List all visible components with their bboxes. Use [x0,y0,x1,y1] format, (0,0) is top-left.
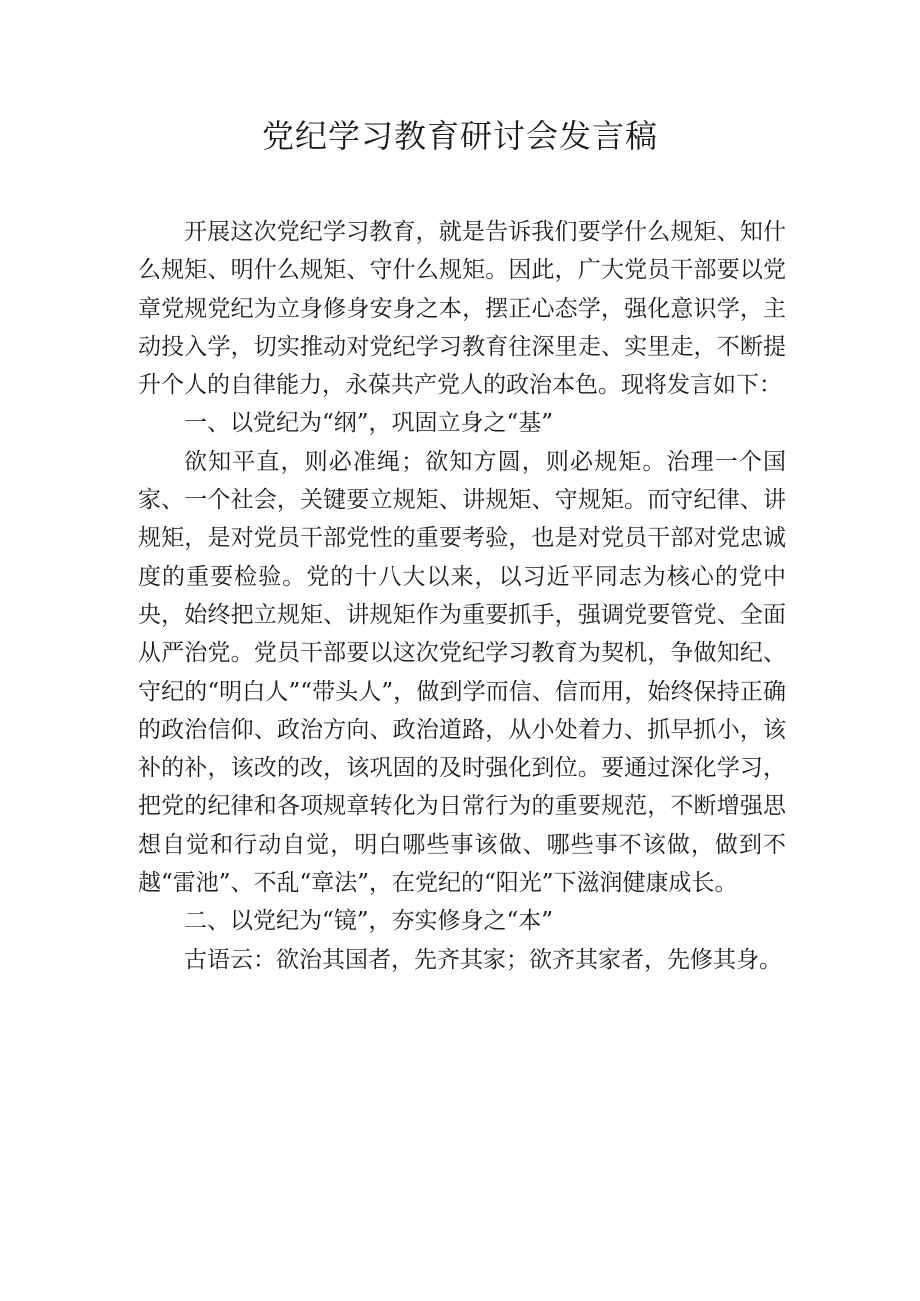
intro-paragraph: 开展这次党纪学习教育，就是告诉我们要学什么规矩、知什么规矩、明什么规矩、守什么规矩。因此，广大党员干部要以党章党规党纪为立身修身安身之本，摆正心态学，强化意识学，主动投入学，切实推动对党纪学习教育往深里走、实里走，不断提升个人的自律能力，永葆共产党人的政治本色。现将发言如下： [138,219,786,399]
document-body [138,213,786,979]
section-2-heading: 二、以党纪为“镜”，夯实修身之“本” [184,908,554,935]
section-1-heading: 一、以党纪为“纲”，巩固立身之“基” [184,410,554,437]
section-2-paragraph: 古语云：欲治其国者，先齐其家；欲齐其家者，先修其身。 [184,946,782,973]
document-title: 党纪学习教育研讨会发言稿 [261,117,658,155]
section-1-paragraph: 欲知平直，则必准绳；欲知方圆，则必规矩。治理一个国家、一个社会，关键要立规矩、讲规矩、守规矩。而守纪律、讲规矩，是对党员干部党性的重要考验，也是对党员干部对党忠诚度的重要检验。党的十八大以来，以习近平同志为核心的党中央，始终把立规矩、讲规矩作为重要抓手，强调党要管党、全面从严治党。党员干部要以这次党纪学习教育为契机，争做知纪、守纪的“明白人”“带头人”，做到学而信、信而用，始终保持正确的政治信仰、政治方向、政治道路，从小处着力、抓早抓小，该补的补，该改的改，该巩固的及时强化到位。要通过深化学习，把党的纪律和各项规章转化为日常行为的重要规范，不断增强思想自觉和行动自觉，明白哪些事该做、哪些事不该做，做到不越“雷池”、不乱“章法”，在党纪的“阳光”下滋润健康成长。 [138,448,786,897]
